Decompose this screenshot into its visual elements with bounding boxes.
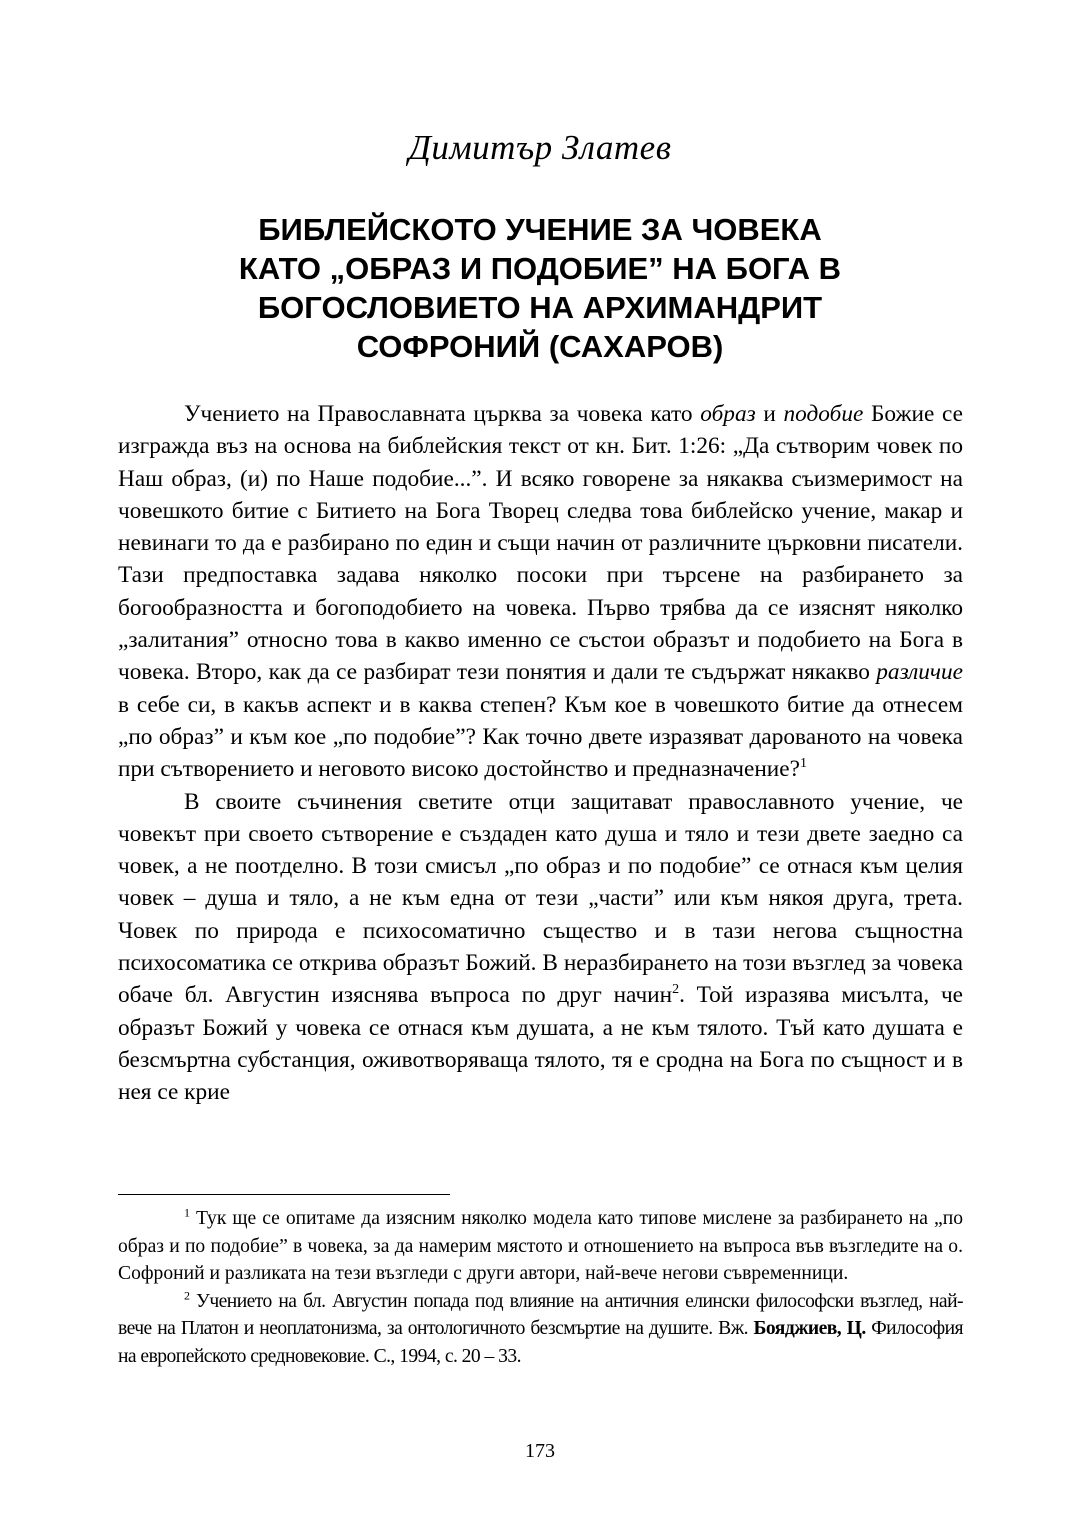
body-paragraph [118,398,963,786]
title-line: СОФРОНИЙ (САХАРОВ) [356,329,724,364]
text-run: Учението на Православната църква за човека като [184,401,701,427]
footnote-reference[interactable]: 2 [672,982,680,998]
footnote-text: Учението на бл. Августин попада под влияние на античния елински философски възглед, най-вече на Платон и неоплатонизма, за онтологичното безсмъртие на душите. Вж. [118,1290,963,1339]
footnote-text: Тук ще се опитаме да изясним няколко модела като типове мислене за разбирането на „по образ и по подобие” в човека, за да намерим мястото и отношението на въпроса във възгледите на о. Софроний и разликата на тези възгледи с други автори, най-вече негови съвременници. [118,1208,963,1284]
footnote-separator [118,1194,450,1195]
article-body [118,398,963,1109]
footnote-reference[interactable]: 1 [799,756,807,772]
title-line: БИБЛЕЙСКОТО УЧЕНИЕ ЗА ЧОВЕКА [258,212,822,247]
text-run: в себе си, в какъв аспект и в каква степен? Към кое в човешкото битие да отнесем „по образ” и към кое „по подобие”? Как точно двете изразяват дарованото на човека при сътворението и неговото високо достойнство и предназначение? [118,691,963,783]
footnote-text: Философия на европейското средновековие. С., 1994, с. 20 – 33. [118,1318,963,1367]
citation-author: Бояджиев, Ц. [753,1318,866,1339]
title-line: БОГОСЛОВИЕТО НА АРХИМАНДРИТ [257,290,823,325]
footnote [118,1288,963,1371]
text-run: В своите съчинения светите отци защитават православното учение, че човекът при своето сътворение е създаден като душа и тяло и тези двете заедно са човек, а не поотделно. В този смисъл „по образ и по подобие” се отнася към целия човек – душа и тяло, а не към една от тези „части” или към някоя друга, трета. Човек по природа е психосоматично същество и в тази негова същностна психосоматика се открива образът Божий. В неразбирането на този възглед за човека обаче бл. Августин изяснява въпроса по друг начин [118,788,963,1009]
footnote-number: 1 [184,1205,190,1220]
title-line: КАТО „ОБРАЗ И ПОДОБИЕ” НА БОГА В [238,251,842,286]
article-title [140,210,940,366]
emphasis: подобие [783,401,864,427]
emphasis: различие [876,659,963,686]
page-number: 173 [525,1440,555,1462]
text-run: Божие се изгражда въз на основа на библейския текст от кн. Бит. 1:26: „Да сътворим човек по Наш образ, (и) по Наше подобие...”. И всяко говорене за някаква съизмеримост на човешкото битие с Битието на Бога Творец следва това библейско учение, макар и невинаги то да е разбирано по един и същи начин от различните църковни писатели. Тази предпоставка задава няколко посоки при търсене на разбирането за богообразността и богоподобието на човека. Първо трябва да се изяснят няколко „залитания” относно това в какво именно се състои образът и подобието на Бога в човека. Второ, как да се разбират тези понятия и дали те съдържат някакво [118,401,963,686]
body-paragraph [118,786,963,1109]
footnotes [118,1205,963,1370]
emphasis: образ [700,401,756,427]
text-run: и [755,401,784,427]
footnote [118,1205,963,1288]
author-name: Димитър Златев [408,128,672,167]
footnote-number: 2 [184,1287,190,1302]
text-run: . Той изразява мисълта, че образът Божий у човека се отнася към душата, а не към тялото. Тъй като душата е безсмъртна субстанция, оживотворяваща тялото, тя е сродна на Бога по същност и в нея се крие [118,982,963,1106]
